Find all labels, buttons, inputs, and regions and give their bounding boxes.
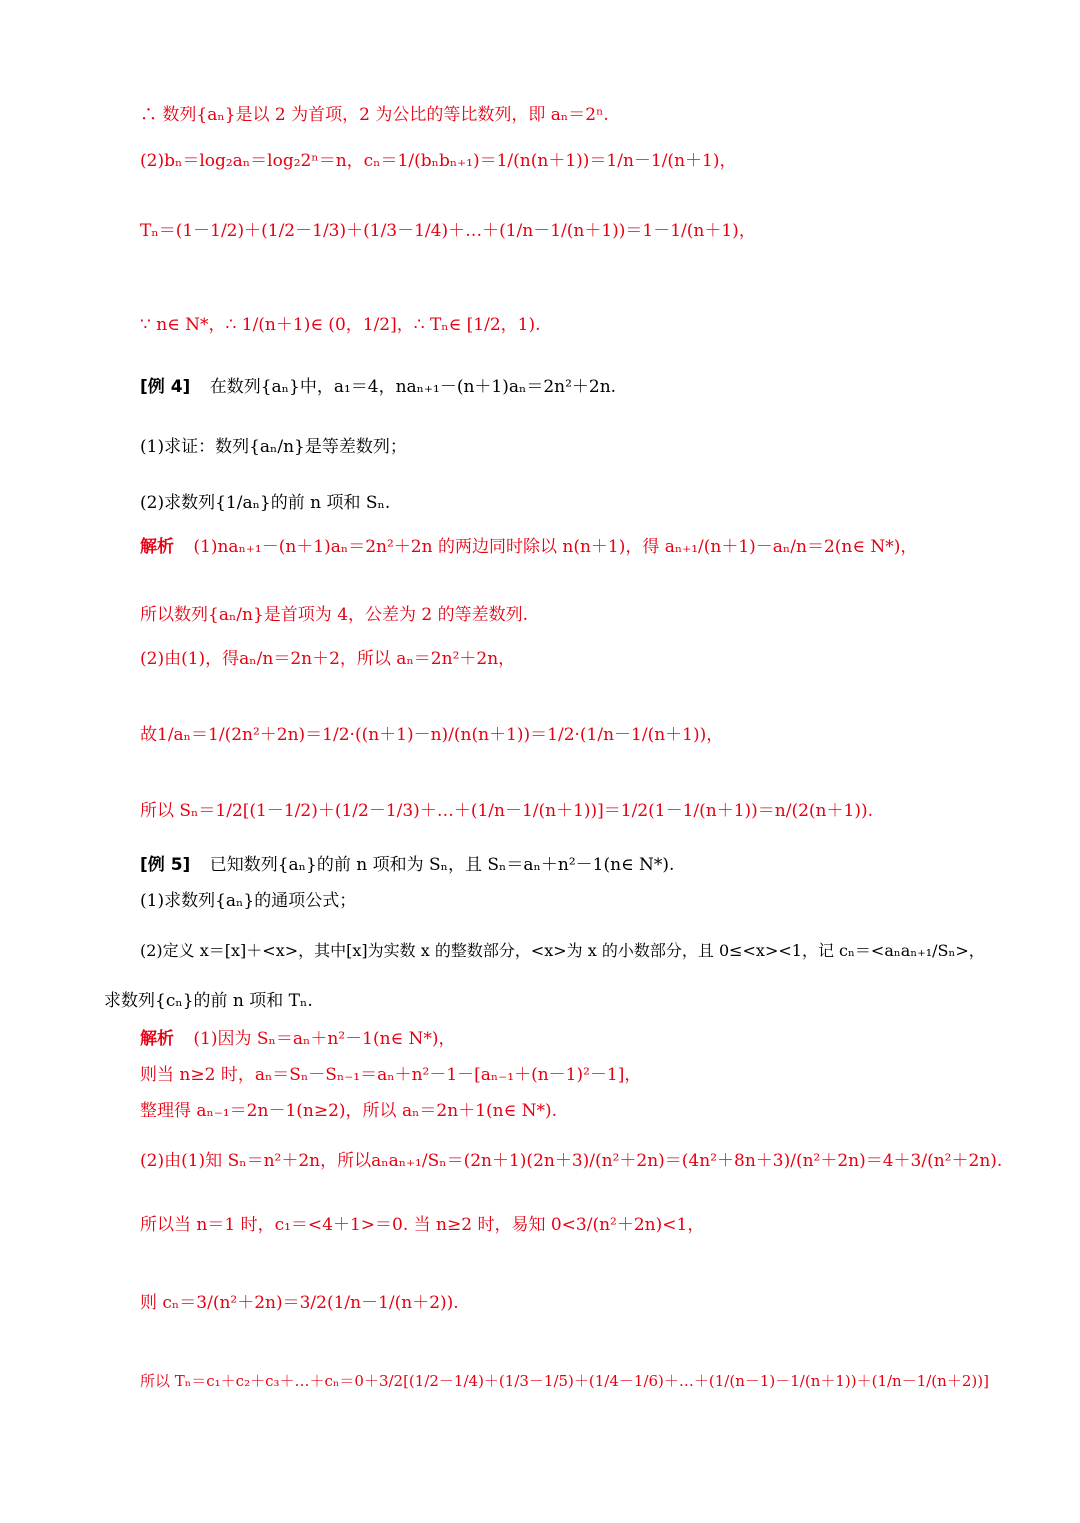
solution-line: (2)由(1)，得aₙ/n＝2n＋2，所以 aₙ＝2n²＋2n， — [140, 649, 516, 669]
solution-line: 所以数列{aₙ/n}是首项为 4，公差为 2 的等差数列. — [140, 605, 529, 625]
example-tag: [例 4] — [140, 377, 191, 397]
solution-line: 所以 Sₙ＝1/2[(1－1/2)＋(1/2－1/3)＋…＋(1/n－1/(n＋1))]＝1/2(1－1/(n＋1))＝n/(2(n＋1)). — [140, 801, 873, 821]
question-part: (2)求数列{1/aₙ}的前 n 项和 Sₙ. — [140, 493, 391, 513]
question-part: (1)求数列{aₙ}的通项公式； — [140, 891, 357, 911]
solution-line: 所以 Tₙ＝c₁＋c₂＋c₃＋…＋cₙ＝0＋3/2[(1/2－1/4)＋(1/3－1/5)＋(1/4－1/6)＋…＋(1/(n－1)－1/(n＋1))＋(1/n－1/(n＋2))] — [140, 1372, 989, 1390]
solution-line: 所以当 n＝1 时，c₁＝<4＋1>＝0. 当 n≥2 时，易知 0<3/(n²＋2n)<1， — [140, 1215, 705, 1235]
example-heading: [例 5] 已知数列{aₙ}的前 n 项和为 Sₙ，且 Sₙ＝aₙ＋n²－1(n∈ N*). — [140, 855, 675, 875]
solution-line: ∴ 数列{aₙ}是以 2 为首项，2 为公比的等比数列，即 aₙ＝2ⁿ. — [140, 105, 609, 125]
question-part: 求数列{cₙ}的前 n 项和 Tₙ. — [104, 991, 313, 1011]
solution-line: ∵ n∈ N*，∴ 1/(n＋1)∈ (0，1/2]，∴ Tₙ∈ [1/2，1). — [140, 315, 541, 335]
solution-line: 故1/aₙ＝1/(2n²＋2n)＝1/2·((n＋1)－n)/(n(n＋1))＝1/2·(1/n－1/(n＋1))， — [140, 725, 724, 745]
question-part: (1)求证：数列{aₙ/n}是等差数列； — [140, 437, 407, 457]
example-tag: [例 5] — [140, 855, 191, 875]
example-heading: [例 4] 在数列{aₙ}中，a₁＝4，naₙ₊₁－(n＋1)aₙ＝2n²＋2n. — [140, 377, 617, 397]
solution-line: (2)bₙ＝log₂aₙ＝log₂2ⁿ＝n，cₙ＝1/(bₙbₙ₊₁)＝1/(n(n＋1))＝1/n－1/(n＋1)， — [140, 151, 737, 171]
solution-line: (2)由(1)知 Sₙ＝n²＋2n，所以aₙaₙ₊₁/Sₙ＝(2n＋1)(2n＋3)/(n²＋2n)＝(4n²＋8n＋3)/(n²＋2n)＝4＋3/(n²＋2n). — [140, 1151, 1003, 1171]
question-part: (2)定义 x＝[x]＋<x>，其中[x]为实数 x 的整数部分，<x>为 x 的小数部分，且 0≤<x><1，记 cₙ＝<aₙaₙ₊₁/Sₙ>， — [140, 941, 985, 960]
solution-line: Tₙ＝(1－1/2)＋(1/2－1/3)＋(1/3－1/4)＋…＋(1/n－1/(n＋1))＝1－1/(n＋1)， — [140, 221, 756, 241]
solution-line: 整理得 aₙ₋₁＝2n－1(n≥2)，所以 aₙ＝2n＋1(n∈ N*). — [140, 1101, 557, 1121]
solution-tag: 解析 — [140, 1029, 174, 1049]
solution-tag: 解析 — [140, 537, 174, 557]
solution-line: 则当 n≥2 时，aₙ＝Sₙ－Sₙ₋₁＝aₙ＋n²－1－[aₙ₋₁＋(n－1)²－1]， — [140, 1065, 642, 1085]
solution-line: 解析 (1)naₙ₊₁－(n＋1)aₙ＝2n²＋2n 的两边同时除以 n(n＋1)，得 aₙ₊₁/(n＋1)－aₙ/n＝2(n∈ N*)， — [140, 537, 918, 557]
solution-line: 解析 (1)因为 Sₙ＝aₙ＋n²－1(n∈ N*)， — [140, 1029, 456, 1049]
solution-line: 则 cₙ＝3/(n²＋2n)＝3/2(1/n－1/(n＋2)). — [140, 1293, 459, 1313]
